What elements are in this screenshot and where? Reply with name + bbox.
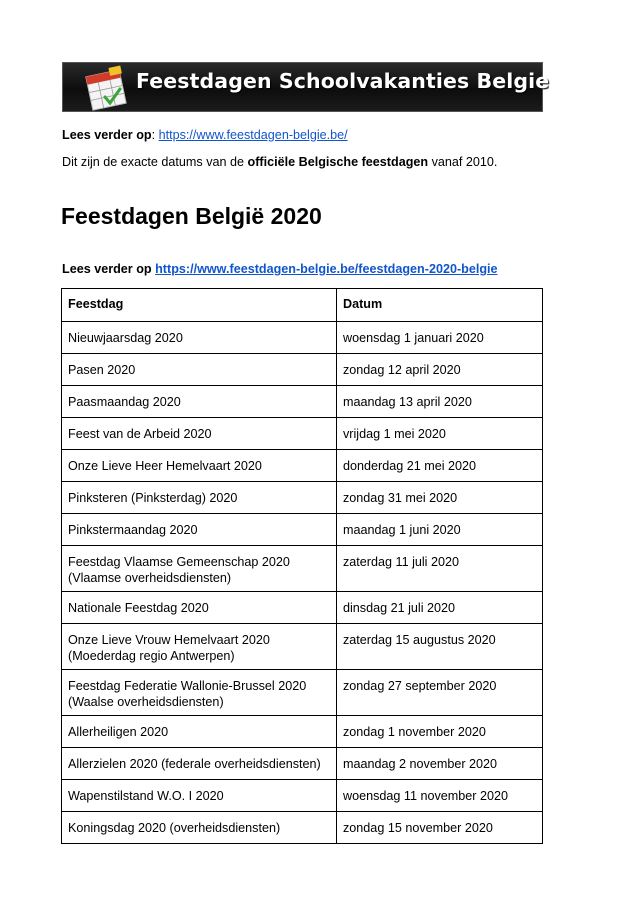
holiday-cell xyxy=(62,716,337,748)
holiday-name: Allerheiligen 2020 xyxy=(68,725,169,739)
table-row xyxy=(62,322,543,354)
header-banner xyxy=(62,62,550,112)
holiday-cell xyxy=(62,812,337,844)
section-heading: Feestdagen België 2020 xyxy=(61,203,322,229)
column-header-feestdag: Feestdag xyxy=(62,289,337,322)
read-more-line xyxy=(62,128,348,142)
holiday-name: Allerzielen 2020 (federale overheidsdiensten) xyxy=(68,757,321,771)
holiday-date: zondag 12 april 2020 xyxy=(337,354,543,386)
table-row xyxy=(62,670,543,716)
holiday-name: Feestdag Federatie Wallonie-Brussel 2020 xyxy=(68,679,307,693)
holiday-cell xyxy=(62,482,337,514)
holiday-date: zondag 15 november 2020 xyxy=(337,812,543,844)
holiday-name: Nationale Feestdag 2020 xyxy=(68,601,209,615)
table-row xyxy=(62,624,543,670)
table-row xyxy=(62,546,543,592)
holiday-date: zaterdag 11 juli 2020 xyxy=(337,546,543,592)
holiday-date: dinsdag 21 juli 2020 xyxy=(337,592,543,624)
holiday-cell xyxy=(62,386,337,418)
table-row xyxy=(62,780,543,812)
holiday-note: (Vlaamse overheidsdiensten) xyxy=(68,571,232,585)
holiday-name: Onze Lieve Vrouw Hemelvaart 2020 xyxy=(68,633,270,647)
holiday-name: Paasmaandag 2020 xyxy=(68,395,181,409)
table-row xyxy=(62,482,543,514)
calendar-icon xyxy=(83,65,135,111)
table-row xyxy=(62,354,543,386)
holiday-date: maandag 2 november 2020 xyxy=(337,748,543,780)
holiday-name: Onze Lieve Heer Hemelvaart 2020 xyxy=(68,459,262,473)
holiday-cell xyxy=(62,514,337,546)
holiday-name: Pinksteren (Pinksterdag) 2020 xyxy=(68,491,238,505)
description-text-pre: Dit zijn de exacte datums van de xyxy=(62,155,248,169)
holiday-cell xyxy=(62,354,337,386)
table-row xyxy=(62,748,543,780)
holiday-cell xyxy=(62,624,337,670)
holiday-cell xyxy=(62,418,337,450)
holiday-date: woensdag 1 januari 2020 xyxy=(337,322,543,354)
holiday-cell xyxy=(62,780,337,812)
section-link[interactable]: https://www.feestdagen-belgie.be/feestdagen-2020-belgie xyxy=(155,262,498,276)
table-row xyxy=(62,592,543,624)
holiday-date: zaterdag 15 augustus 2020 xyxy=(337,624,543,670)
description-text-bold: officiële Belgische feestdagen xyxy=(247,155,429,169)
holiday-name: Feest van de Arbeid 2020 xyxy=(68,427,212,441)
banner-title: Feestdagen Schoolvakanties Belgie xyxy=(136,69,550,93)
holiday-cell xyxy=(62,546,337,592)
table-row xyxy=(62,716,543,748)
table-row xyxy=(62,386,543,418)
read-more-label: Lees verder op xyxy=(62,128,152,142)
holiday-name: Feestdag Vlaamse Gemeenschap 2020 xyxy=(68,555,290,569)
holiday-date: woensdag 11 november 2020 xyxy=(337,780,543,812)
intro-description xyxy=(62,155,497,169)
holiday-date: zondag 27 september 2020 xyxy=(337,670,543,716)
holiday-name: Nieuwjaarsdag 2020 xyxy=(68,331,183,345)
table-row xyxy=(62,450,543,482)
holiday-date: vrijdag 1 mei 2020 xyxy=(337,418,543,450)
description-text-post: vanaf 2010. xyxy=(428,155,498,169)
section-read-more-line xyxy=(62,262,498,276)
site-link[interactable]: https://www.feestdagen-belgie.be/ xyxy=(158,128,348,142)
holiday-cell xyxy=(62,592,337,624)
column-header-datum: Datum xyxy=(337,289,543,322)
table-row xyxy=(62,812,543,844)
holiday-name: Koningsdag 2020 (overheidsdiensten) xyxy=(68,821,281,835)
holiday-cell xyxy=(62,670,337,716)
holiday-date: maandag 13 april 2020 xyxy=(337,386,543,418)
holiday-date: donderdag 21 mei 2020 xyxy=(337,450,543,482)
holiday-cell xyxy=(62,748,337,780)
holiday-note: (Moederdag regio Antwerpen) xyxy=(68,649,235,663)
holidays-table xyxy=(61,288,543,844)
holiday-name: Pinkstermaandag 2020 xyxy=(68,523,198,537)
section-read-more-label: Lees verder op xyxy=(62,262,152,276)
table-row xyxy=(62,514,543,546)
holiday-name: Pasen 2020 xyxy=(68,363,136,377)
holiday-note: (Waalse overheidsdiensten) xyxy=(68,695,224,709)
holiday-date: zondag 31 mei 2020 xyxy=(337,482,543,514)
holiday-cell xyxy=(62,322,337,354)
holiday-name: Wapenstilstand W.O. I 2020 xyxy=(68,789,224,803)
holiday-cell xyxy=(62,450,337,482)
table-row xyxy=(62,418,543,450)
read-more-separator: : xyxy=(151,128,156,142)
holiday-date: zondag 1 november 2020 xyxy=(337,716,543,748)
holiday-date: maandag 1 juni 2020 xyxy=(337,514,543,546)
